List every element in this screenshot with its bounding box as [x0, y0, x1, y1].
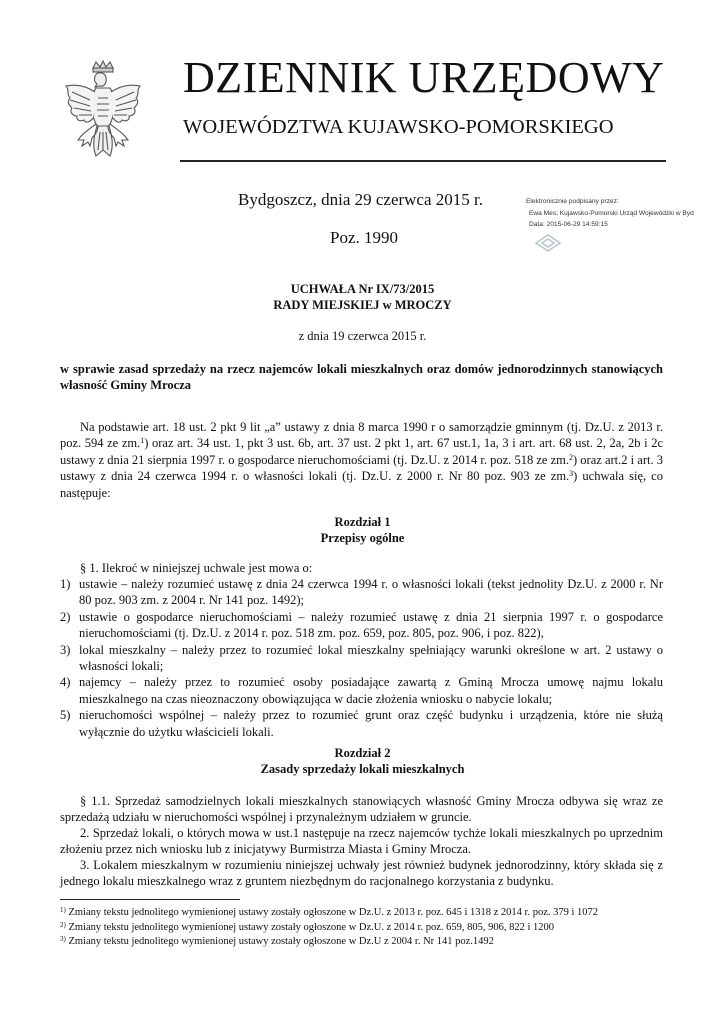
- chapter-2-paragraph-3: 3. Lokalem mieszkalnym w rozumieniu niniejszej uchwały jest również budynek jednorodzinny, który składa się z jednego lokalu mieszkalnego wraz z gruntem niezbędnym do racjonalnego korzystania z budynku.: [60, 858, 663, 889]
- preamble-text-4: ) uchwala się, co następuje:: [60, 469, 663, 500]
- act-title-line1: UCHWAŁA Nr IX/73/2015: [290, 282, 435, 296]
- preamble-paragraph: [60, 419, 663, 501]
- list-item: [60, 642, 663, 675]
- list-item-text: nieruchomości wspólnej – należy przez to rozumieć grunt oraz część budynku i urządzenia, które nie służą wyłącznie do użytku właścicieli lokali.: [79, 708, 663, 739]
- footnote-divider: [60, 899, 240, 900]
- signature-label: Elektronicznie podpisany przez:: [526, 198, 619, 205]
- footnotes: [60, 906, 663, 950]
- list-item: [60, 609, 663, 642]
- footnote-number: 1): [60, 906, 66, 914]
- footnote-ref-2: 2: [568, 452, 573, 462]
- chapter-1-title: Przepisy ogólne: [320, 531, 405, 545]
- footnote-number: 2): [60, 920, 66, 929]
- masthead-divider: [180, 160, 666, 162]
- act-title-line2: RADY MIEJSKIEJ w MROCZY: [273, 298, 452, 312]
- list-item-text: najemcy – należy przez to rozumieć osoby posiadające zawartą z Gminą Mrocza umowę najmu lokalu mieszkalnego na czas nieoznaczony obowiązująca w dacie złożenia wniosku o nabycie lokalu;: [79, 675, 663, 706]
- list-item-text: ustawie – należy rozumieć ustawę z dnia 24 czerwca 1994 r. o własności lokali (tekst jednolity Dz.U. z 2000 r. Nr 80 poz. 903 zm. z 2004 r. Nr 141 poz. 1492);: [79, 577, 663, 608]
- list-item-text: ustawie o gospodarce nieruchomościami – należy rozumieć ustawę z dnia 21 sierpnia 1997 r. o gospodarce nieruchomościami (tj. Dz.U. z 2014 r. poz. 518 zm. poz. 659, poz. 805, poz. 906, i poz. 822),: [79, 609, 663, 641]
- footnote-text: Zmiany tekstu jednolitego wymienionej ustawy zostały ogłoszone w Dz.U. z 2014 r. poz. 659, 805, 906, 822 i 1200: [65, 921, 555, 933]
- preamble-text-2: ) oraz art. 34 ust. 1, pkt 3 ust. 6b, art. 37 ust. 2 pkt 1, art. 67 ust.1, 1a, 3 i art. art. 68 ust. 2, 2a, 2b i 2c ustawy z dnia 21 sierpnia 1997 r. o gospodarce nieruchomościami (tj. Dz.U. z 2014 r. poz. 518 ze zm.: [60, 436, 664, 467]
- list-item-number: 1): [60, 577, 71, 591]
- list-item-number: 5): [60, 708, 71, 723]
- preamble-text-1: Na podstawie art. 18 ust. 2 pkt 9 lit „a” ustawy z dnia 8 marca 1990 r o samorządzie gminnym (tj. Dz.U. z 2013 r. poz. 594 ze zm.: [60, 420, 663, 451]
- footnote-ref-3: 3: [569, 469, 574, 479]
- chapter-2-paragraph-2: 2. Sprzedaż lokali, o których mowa w ust.1 następuje na rzecz najemców tychże lokali mieszkalnych po uprzednim złożeniu przez nich wniosku lub z inicjatywy Burmistrza Miasta i Gminy Mrocza.: [60, 826, 663, 857]
- journal-subtitle: WOJEWÓDZTWA KUJAWSKO-POMORSKIEGO: [183, 116, 614, 138]
- position-number: Poz. 1990: [330, 228, 398, 247]
- act-date: z dnia 19 czerwca 2015 r.: [298, 329, 427, 343]
- journal-title: DZIENNIK URZĘDOWY: [183, 53, 665, 102]
- polish-eagle-emblem-icon: [60, 60, 146, 170]
- section-1-lead: § 1. Ilekroć w niniejszej uchwale jest mowa o:: [80, 561, 313, 575]
- footnote: [60, 906, 663, 921]
- list-item: [60, 576, 663, 609]
- footnote-ref-1: 1: [140, 436, 145, 446]
- list-item-number: 4): [60, 675, 71, 690]
- list-item: [60, 674, 663, 707]
- electronic-signature: [526, 196, 722, 231]
- footnote: [60, 921, 663, 936]
- act-subject: w sprawie zasad sprzedaży na rzecz najemców lokali mieszkalnych oraz domów jednorodzinnych stanowiących własność Gminy Mrocza: [60, 362, 663, 392]
- signature-date: Data: 2015-06-29 14:59:15: [529, 221, 608, 228]
- list-item-text: lokal mieszkalny – należy przez to rozumieć lokal mieszkalny spełniający warunki określone w art. 2 ustawy o własności lokali;: [79, 642, 663, 674]
- definitions-list: [60, 576, 663, 740]
- preamble-text-3: ) oraz art.2 i art. 3 ustawy z dnia 24 czerwca 1994 r. o własności lokali (tj. Dz.U. z 2000 r. Nr 80 poz. 903 ze zm.: [60, 452, 663, 484]
- footnote-number: 3): [60, 935, 66, 943]
- footnote: [60, 935, 663, 950]
- issue-date: Bydgoszcz, dnia 29 czerwca 2015 r.: [238, 190, 483, 209]
- footnote-text: Zmiany tekstu jednolitego wymienionej ustawy zostały ogłoszone w Dz.U. z 2013 r. poz. 645 i 1318 z 2014 r. poz. 379 i 1072: [65, 907, 599, 918]
- signature-logo-icon: [533, 232, 563, 254]
- signature-signer: Ewa Mes; Kujawsko-Pomorski Urząd Wojewódzki w Byd: [529, 209, 694, 217]
- list-item-number: 3): [60, 642, 71, 657]
- chapter-2-paragraph-1: § 1.1. Sprzedaż samodzielnych lokali mieszkalnych stanowiących własność Gminy Mrocza odbywa się wraz ze sprzedażą udziału w nieruchomości wspólnej i przynależnym udziałem w gruncie.: [60, 794, 663, 825]
- chapter-2-title: Zasady sprzedaży lokali mieszkalnych: [260, 762, 465, 776]
- chapter-2-heading: Rozdział 2: [334, 746, 391, 760]
- chapter-1-heading: Rozdział 1: [334, 515, 391, 529]
- list-item: [60, 707, 663, 740]
- list-item-number: 2): [60, 609, 71, 624]
- footnote-text: Zmiany tekstu jednolitego wymienionej ustawy zostały ogłoszone w Dz.U z 2004 r. Nr 141 poz.1492: [65, 936, 494, 947]
